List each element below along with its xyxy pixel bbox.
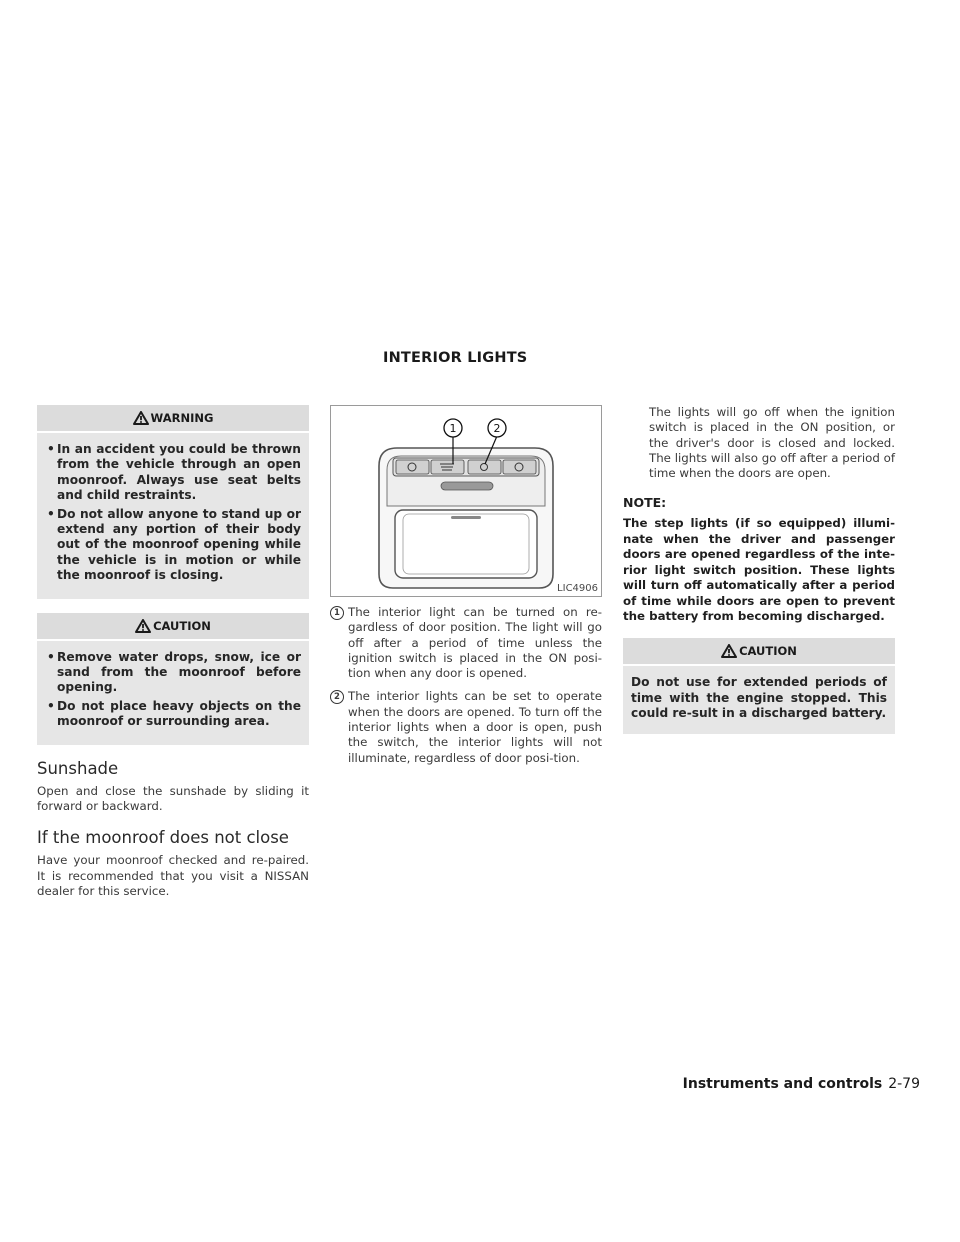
caution-text: Do not use for extended periods of time with the engine stopped. This could re-sult in a discharged battery. — [631, 675, 887, 721]
moonroof-not-close-heading: If the moonroof does not close — [37, 828, 289, 848]
list-item — [330, 689, 602, 765]
note-label: NOTE: — [623, 495, 667, 511]
overhead-console-illustration — [331, 406, 601, 596]
sunshade-heading: Sunshade — [37, 758, 119, 778]
caution-item: • Remove water drops, snow, ice or sand from the moonroof before opening. — [45, 650, 301, 696]
column-middle — [330, 405, 602, 766]
page-number: 2-79 — [888, 1076, 920, 1092]
caution-header — [37, 613, 309, 639]
section-title: INTERIOR LIGHTS — [383, 350, 528, 366]
warning-header — [37, 405, 309, 431]
sunshade-text: Open and close the sunshade by sliding it forward or backward. — [37, 783, 309, 813]
item-number-badge: 1 — [330, 606, 344, 620]
caution-label: CAUTION — [739, 644, 797, 659]
caution-label: CAUTION — [153, 618, 211, 633]
list-item — [330, 605, 602, 681]
column-left — [37, 405, 309, 899]
footer-title: Instruments and controls — [682, 1076, 883, 1092]
caution-icon — [135, 619, 151, 633]
warning-item: • Do not allow anyone to stand up or extend any portion of their body out of the moonroof opening while the vehicle is in motion or while the moonroof is closing. — [45, 507, 301, 584]
warning-item: • In an accident you could be thrown from the vehicle through an open moonroof. Always use seat belts and child restraints. — [45, 442, 301, 504]
warning-body — [37, 433, 309, 599]
caution-icon — [721, 644, 737, 658]
caution-body — [37, 641, 309, 745]
caution-item: • Do not place heavy objects on the moonroof or surrounding area. — [45, 699, 301, 730]
page-footer — [683, 1076, 920, 1092]
callout-2: 2 — [493, 422, 501, 435]
item-text: The interior lights can be set to operate when the doors are opened. To turn off the interior lights when a door is open, push the switch, the interior lights will not illuminate, regardless of door posi-tion. — [348, 689, 602, 765]
figure-label: LIC4906 — [557, 583, 598, 594]
lights-off-text: The lights will go off when the ignition switch is placed in the ON position, or the driver's door is closed and locked. The lights will also go off after a period of time when the doors are open. — [649, 405, 895, 481]
moonroof-not-close-text: Have your moonroof checked and re-paired. It is recommended that you visit a NISSAN dealer for this service. — [37, 853, 309, 898]
item-number-badge: 2 — [330, 690, 344, 704]
warning-label: WARNING — [150, 411, 214, 425]
interior-light-figure — [330, 405, 602, 597]
caution-body — [623, 666, 895, 733]
column-right — [623, 405, 895, 734]
callout-1: 1 — [449, 422, 457, 435]
caution-header — [623, 638, 895, 664]
warning-icon — [133, 411, 149, 425]
note-text: The step lights (if so equipped) illumi-nate when the driver and passenger doors are opened regardless of the inte-rior light switch position. These lights will turn off automatically after a period of time while doors are open to prevent the battery from becoming discharged. — [623, 516, 895, 623]
item-text: The interior light can be turned on re-gardless of door position. The light will go off after a period of time unless the ignition switch is placed in the ON posi-tion when any door is opened. — [348, 605, 602, 681]
